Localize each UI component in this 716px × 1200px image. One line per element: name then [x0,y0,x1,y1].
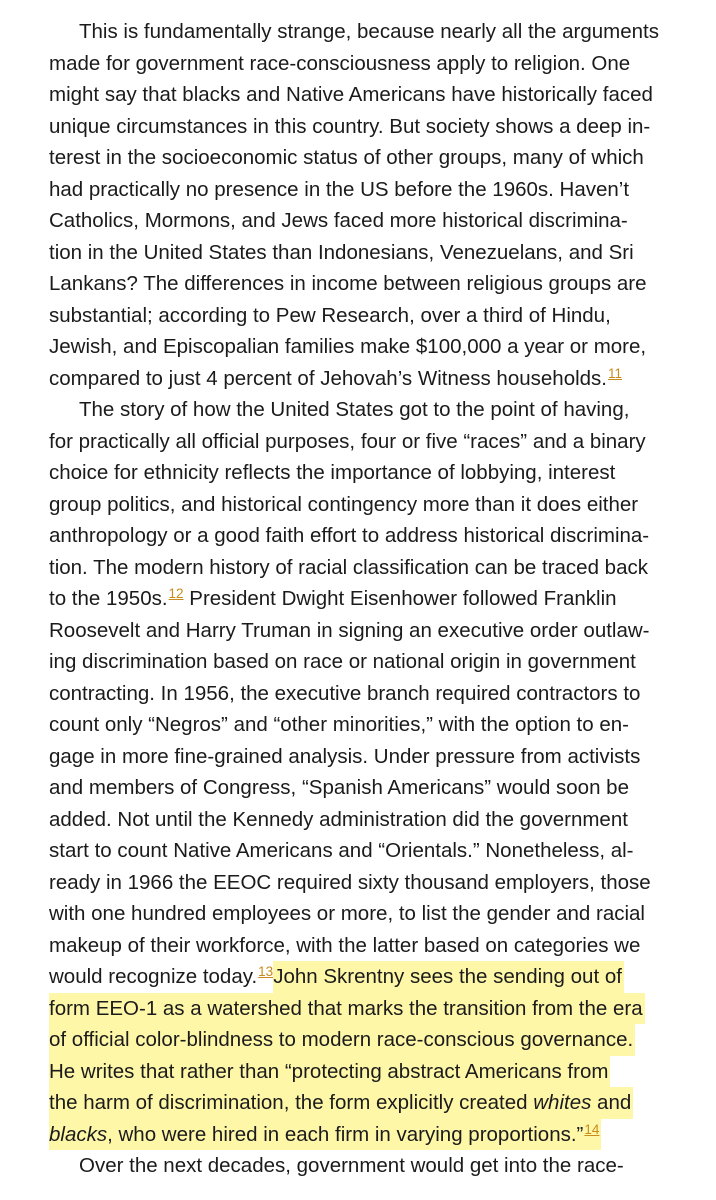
text-line: This is fundamentally strange, because nearly all the arguments [79,20,660,43]
text-line: terest in the socioeconomic status of other groups, many of which [49,146,644,169]
paragraph-3 [49,1150,694,1182]
text-line [49,1087,694,1119]
text-line: gage in more fine-grained analysis. Under pressure from activists [49,744,641,768]
text-line: Catholics, Mormons, and Jews faced more historical discrimina- [49,209,628,232]
footnote-link-13[interactable]: 13 [258,964,274,979]
footnote-link-11[interactable]: 11 [608,365,623,381]
text-line: and members of Congress, “Spanish Americans” would soon be [49,776,629,799]
text-line [49,961,694,993]
text-segment: , who were hired in each firm in varying proportions.” [107,1122,584,1146]
highlighted-text[interactable]: form EEO-1 as a watershed that marks the transition from the era [49,993,645,1025]
highlighted-text[interactable] [49,1087,633,1119]
text-segment: the harm of discrimination, the form explicitly created [49,1091,534,1114]
footnote-link-14[interactable]: 14 [584,1121,600,1137]
highlighted-text[interactable] [49,1119,601,1151]
text-line: choice for ethnicity reflects the importance of lobbying, interest [49,461,616,484]
text-line [49,1024,694,1056]
footnote-link-12[interactable]: 12 [168,586,184,601]
text-line: added. Not until the Kennedy administration did the government [49,807,628,831]
text-line: Roosevelt and Harry Truman in signing an executive order outlaw- [49,618,650,642]
highlighted-text[interactable]: He writes that rather than “protecting abstract Americans from [49,1056,610,1088]
text-line: makeup of their workforce, with the latter based on categories we [49,933,641,957]
text-line: made for government race-consciousness apply to religion. One [49,51,631,75]
text-line: contracting. In 1956, the executive branch required contractors to [49,681,641,705]
text-line [49,993,694,1025]
paragraph-1 [49,16,694,394]
emphasis-text: whites [533,1091,592,1114]
text-line: tion in the United States than Indonesians, Venezuelans, and Sri [49,240,634,264]
text-segment: would recognize today. [49,965,258,988]
text-line [49,363,694,395]
text-line: unique circumstances in this country. But society shows a deep in- [49,114,651,138]
text-line [49,1056,694,1088]
text-line: ready in 1966 the EEOC required sixty thousand employers, those [49,870,651,894]
document-page [49,16,694,1182]
emphasis-text: blacks [49,1122,108,1146]
text-line [49,583,694,615]
text-segment: President Dwight Eisenhower followed Franklin [183,587,617,610]
text-line: start to count Native Americans and “Orientals.” Nonetheless, al- [49,839,634,862]
text-line: for practically all official purposes, four or five “races” and a binary [49,429,646,453]
text-line: might say that blacks and Native Americans have historically faced [49,83,653,106]
highlighted-text[interactable]: of official color-blindness to modern race-conscious governance. [49,1024,635,1056]
text-line: with one hundred employees or more, to list the gender and racial [49,902,645,925]
text-line: Jewish, and Episcopalian families make $100,000 a year or more, [49,335,647,358]
text-line: had practically no presence in the US before the 1960s. Haven’t [49,177,630,201]
text-line: ing discrimination based on race or national origin in government [49,650,636,673]
text-segment: and [591,1091,632,1114]
paragraph-2 [49,394,694,1150]
text-line: Lankans? The differences in income between religious groups are [49,272,647,295]
text-line: Over the next decades, government would get into the race- [79,1154,624,1177]
highlighted-text[interactable]: John Skrentny sees the sending out of [273,961,624,993]
text-line [49,1119,694,1151]
text-line: The story of how the United States got to the point of having, [79,398,630,421]
text-line: anthropology or a good faith effort to address historical discrimina- [49,524,650,547]
text-segment: compared to just 4 percent of Jehovah’s Witness households. [49,366,607,390]
text-segment: to the 1950s. [49,587,168,610]
text-line: count only “Negros” and “other minorities,” with the option to en- [49,713,629,736]
text-line: tion. The modern history of racial classification can be traced back [49,555,648,579]
text-line: group politics, and historical contingency more than it does either [49,492,639,516]
text-line: substantial; according to Pew Research, over a third of Hindu, [49,303,611,327]
